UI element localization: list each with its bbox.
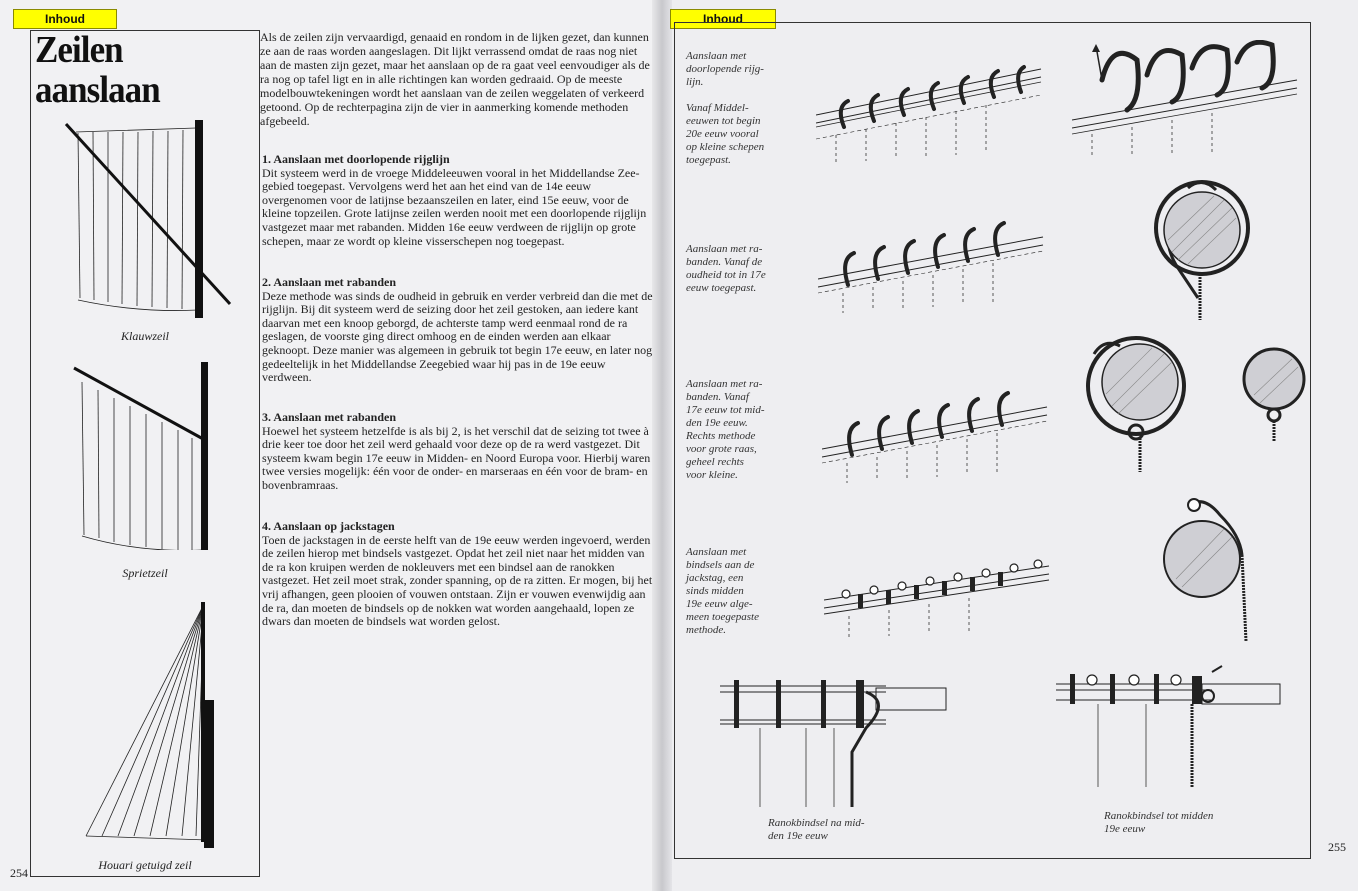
diagram-jackstag-section	[1160, 495, 1260, 645]
section-3-body: Hoewel het systeem hetzelfde is als bij 2, is het verschil dat de seizing tot twee à drie keer toe door het zeil werd gehaald voor deze op de ra werd vastgezet. Dit systeem kwam begin 17e eeuw in Midden- en Noord Europa voor. Hierbij waren twee versies mogelijk: één voor de onder- en marseraas en één voor de bram- en bovenbramraas.	[262, 423, 651, 492]
inhoud-button-left[interactable]: Inhoud	[13, 9, 117, 29]
section-3	[262, 411, 658, 493]
section-4	[262, 520, 658, 629]
caption-ranokbindsel-before: Ranokbindsel tot midden 19e eeuw	[1104, 810, 1214, 835]
caption-method-4: Aanslaan met bindsels aan de jackstag, een sinds midden 19e eeuw alge- meen toegepaste methode.	[686, 546, 759, 636]
caption-method-3: Aanslaan met ra- banden. Vanaf 17e eeuw tot mid- den 19e eeuw. Rechts methode voor grote raas, geheel rechts voor kleine.	[686, 378, 765, 481]
diagram-jackstag	[824, 550, 1054, 640]
intro-paragraph: Als de zeilen zijn vervaardigd, genaaid en rondom in de lijken gezet, dan kunnen ze aan de raas worden aangeslagen. Dit lijkt verrassend omdat de raas nog niet aan de masten zijn gezet, maar het aanslaan op de ra gaat veel eenvoudiger als de ra nog op tafel ligt en in alle richtingen kan worden gedraaid. Op de meeste modelbouwtekeningen wordt het aanslaan van de zeilen weggelaten of verkeerd getoond. Op de rechterpagina zijn de vier in aanmerking komende methoden afgebeeld.	[260, 30, 650, 128]
diagram-rabanden-small-section	[1236, 345, 1316, 445]
section-2-body: Deze methode was sinds de oudheid in gebruik en verder verbreid dan die met de rijglijn. Bij dit systeem werd de seizing door het zeil gestoken, aan iedere kant daarvan met een knoop geborgd, de achterste tamp werd eenmaal rond de ra geslagen, de voorste ging direct omhoog en de einden werden aan elkaar geknoopt. Deze manier was algemeen in gebruik tot begin 17e eeuw, en later nog gedeeltelijk in het Middellandse Zeegebied waar hij pas in de 19e eeuw verdween.	[262, 288, 653, 385]
caption-klauwzeil: Klauwzeil	[120, 329, 169, 343]
diagram-ranokbindsel-after	[716, 672, 956, 812]
houari-sail-illustration	[80, 600, 240, 850]
diagram-rijglijn-detail	[1072, 40, 1302, 160]
diagram-rabanden-2	[822, 385, 1052, 485]
caption-sprietzeil: Sprietzeil	[122, 566, 168, 580]
caption-ranokbindsel-after: Ranokbindsel na mid- den 19e eeuw	[768, 817, 865, 842]
section-4-body: Toen de jackstagen in de eerste helft van de 19e eeuw werden ingevoerd, werden de zeilen hierop met bindsels vastgezet. Opdat het zeil niet naar het midden van de ra kon kruipen werden de nokleuvers met een bindsel aan de ranokken vastgezet. Het zeil moet strak, zonder spanning, op de ra zitten. Er mogen, bij het vrij afhangen, geen plooien of vouwen ontstaan. Zijn er vouwen evenwijdig aan de ra, dan moeten de bindsels op de nokken wat worden aangehaald, lopen ze dwars dan moeten de bindsels wat worden gelost.	[262, 532, 653, 629]
caption-method-1: Aanslaan met doorlopende rijg- lijn. Vanaf Middel- eeuwen tot begin 20e eeuw vooral op kleine schepen toegepast.	[686, 50, 765, 166]
page-number-left: 254	[10, 866, 28, 880]
section-1	[262, 153, 658, 248]
section-2	[262, 276, 658, 385]
page-number-right: 255	[1328, 840, 1346, 854]
diagram-ranokbindsel-before	[1052, 662, 1292, 792]
klauwzeil-illustration	[58, 118, 248, 318]
inhoud-button-right[interactable]: Inhoud	[670, 9, 776, 29]
section-1-heading: 1. Aanslaan met doorlopende rijglijn	[262, 152, 450, 166]
diagram-rabanden-1	[818, 215, 1048, 315]
section-4-heading: 4. Aanslaan op jackstagen	[262, 519, 395, 533]
diagram-rabanden-large-section	[1084, 330, 1194, 475]
section-1-body: Dit systeem werd in de vroege Middeleeuwen vooral in het Middellandse Zee-gebied toegepast. Vervolgens werd het aan het eind van de 14e eeuw overgenomen voor de latijnse bezaanszeilen en later, eind 15e eeuw, voor de kleine topzeilen. Grote latijnse zeilen werden nooit met een doorlopende rijglijn vastgezet maar met rabanden. Midden 16e eeuw verdween de rijglijn op grote schepen, maar ze wordt op kleine visserschepen nog toegepast.	[262, 165, 647, 248]
sprietzeil-illustration	[70, 360, 230, 550]
section-3-heading: 3. Aanslaan met rabanden	[262, 410, 397, 424]
diagram-rijglijn	[816, 55, 1046, 165]
diagram-rabanden-1-section	[1148, 178, 1258, 323]
section-2-heading: 2. Aanslaan met rabanden	[262, 275, 397, 289]
caption-houari: Houari getuigd zeil	[98, 858, 192, 872]
page-title: Zeilen aanslaan	[35, 29, 160, 111]
caption-method-2: Aanslaan met ra- banden. Vanaf de oudheid tot in 17e eeuw toegepast.	[686, 243, 766, 294]
